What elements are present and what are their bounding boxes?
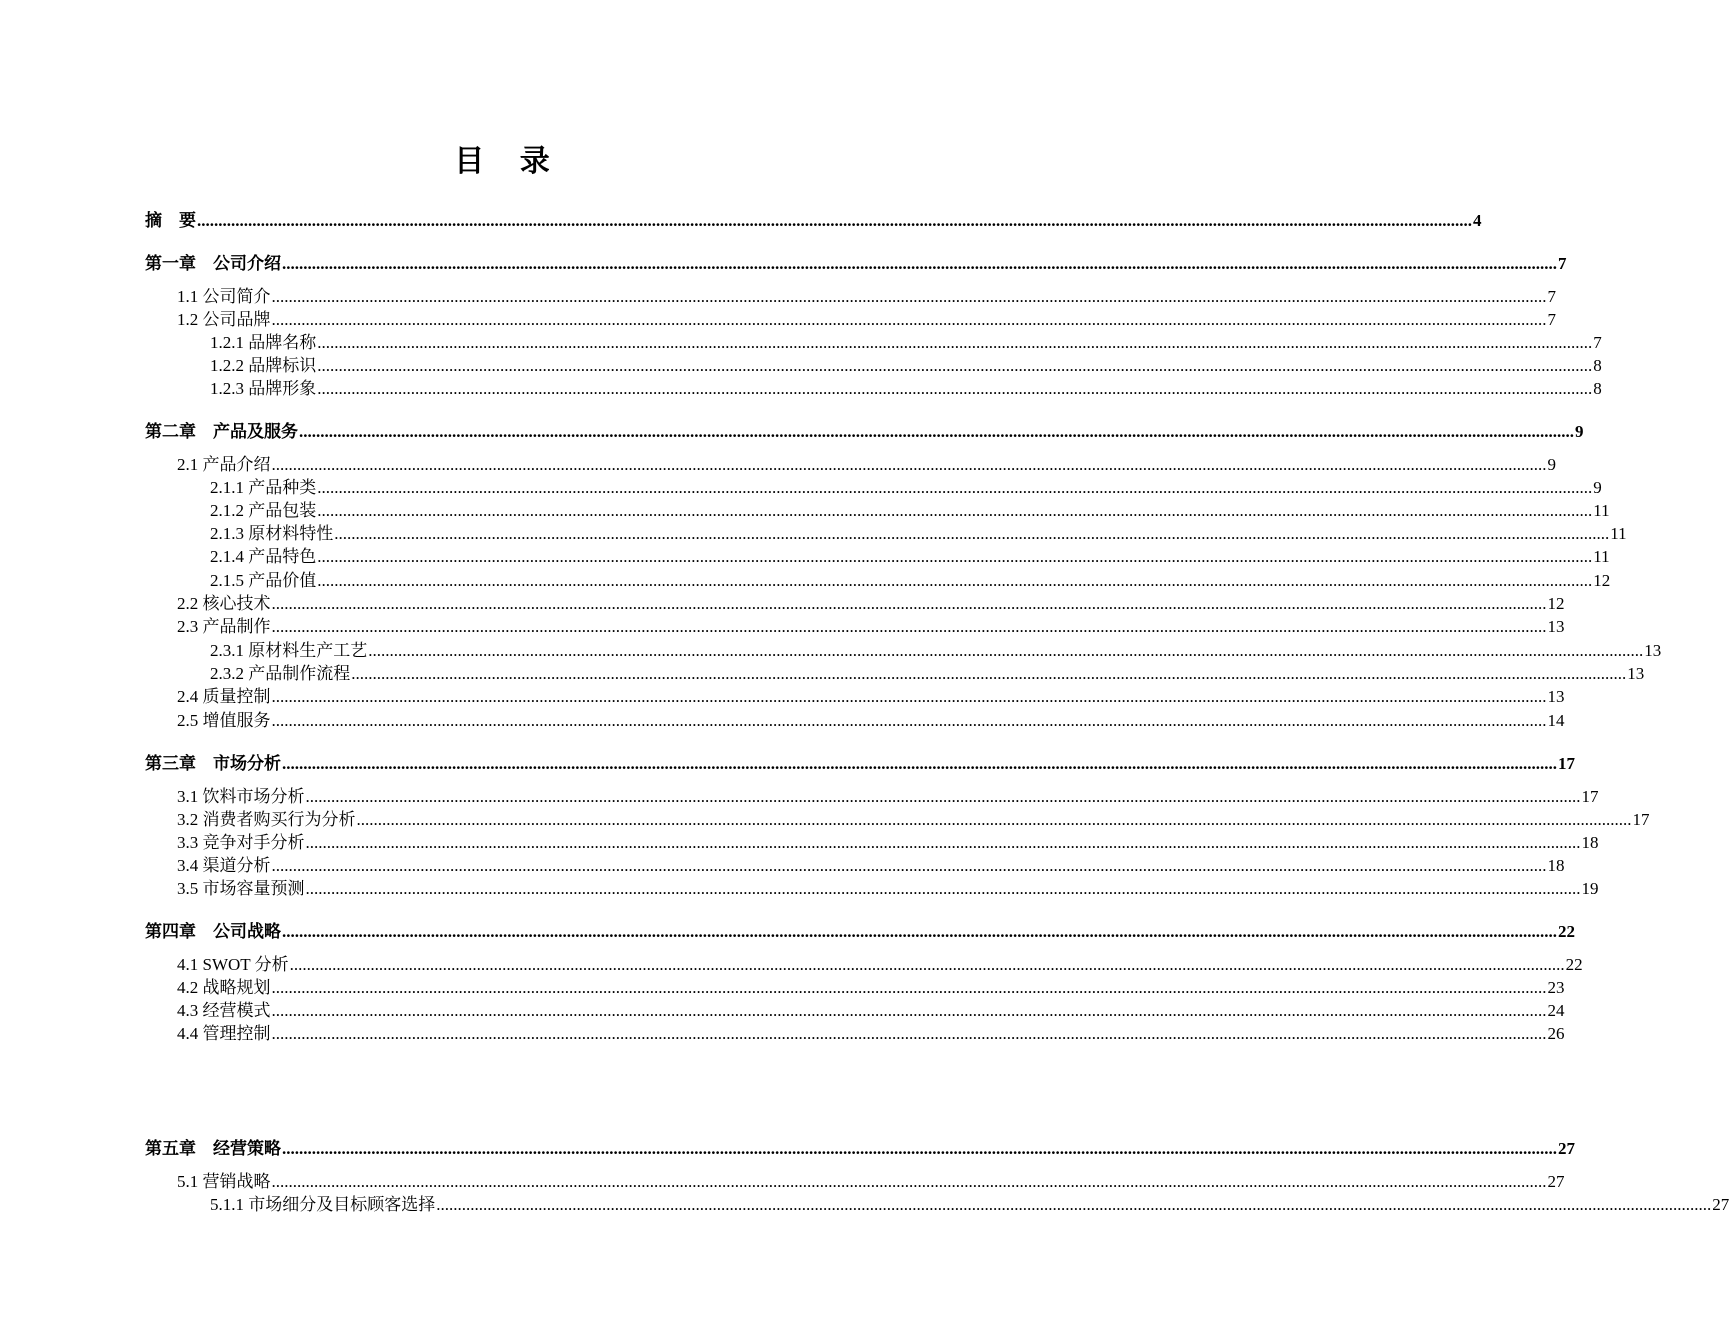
toc-page-number: 11 [1610, 524, 1627, 543]
toc-page-number: 27 [1547, 1172, 1565, 1191]
toc-leader-dots: ............................................................................................................................................................................................................................................................................................................ [271, 1024, 1547, 1043]
toc-leader-dots: ............................................................................................................................................................................................................................................................................................................ [317, 333, 1593, 352]
toc-section-entry[interactable] [177, 808, 1650, 831]
toc-page-number: 9 [1547, 455, 1556, 474]
toc-section-entry[interactable] [177, 685, 1565, 708]
toc-section-entry[interactable] [177, 709, 1565, 732]
toc-section-entry[interactable] [177, 831, 1599, 854]
toc-page-number: 24 [1547, 1001, 1565, 1020]
toc-page-number: 18 [1581, 833, 1599, 852]
toc-page-number: 23 [1547, 978, 1565, 997]
toc-leader-dots: ............................................................................................................................................................................................................................................................................................................ [271, 1001, 1547, 1020]
toc-section-entry[interactable] [210, 639, 1662, 662]
toc-section-entry[interactable] [177, 308, 1556, 331]
toc-section-entry[interactable] [210, 377, 1602, 400]
toc-leader-dots: ............................................................................................................................................................................................................................................................................................................ [271, 287, 1547, 306]
toc-entry-label: 3.4 渠道分析 [177, 856, 271, 875]
toc-leader-dots: ............................................................................................................................................................................................................................................................................................................ [317, 547, 1593, 566]
toc-page-number: 13 [1627, 664, 1645, 683]
toc-page-number: 7 [1547, 287, 1556, 306]
toc-entry-label: 4.1 SWOT 分析 [177, 955, 289, 974]
toc-leader-dots: ............................................................................................................................................................................................................................................................................................................ [271, 1172, 1547, 1191]
toc-entry-label: 5.1.1 市场细分及目标顾客选择 [210, 1195, 436, 1214]
toc-page-number: 12 [1593, 571, 1611, 590]
toc-leader-dots: ............................................................................................................................................................................................................................................................................................................ [317, 501, 1593, 520]
toc-leader-dots: ............................................................................................................................................................................................................................................................................................................ [271, 856, 1547, 875]
toc-entry-label: 5.1 营销战略 [177, 1172, 271, 1191]
toc-section-entry[interactable] [210, 354, 1602, 377]
toc-entry-label: 2.3.1 原材料生产工艺 [210, 641, 368, 660]
toc-leader-dots: ............................................................................................................................................................................................................................................................................................................ [282, 254, 1557, 273]
toc-leader-dots: ............................................................................................................................................................................................................................................................................................................ [351, 664, 1627, 683]
toc-section-entry[interactable] [177, 615, 1565, 638]
toc-entry-label: 3.3 竞争对手分析 [177, 833, 305, 852]
toc-section-entry[interactable] [177, 953, 1583, 976]
toc-page-number: 11 [1593, 501, 1610, 520]
toc-page-number: 13 [1547, 617, 1565, 636]
toc-page-number: 17 [1581, 787, 1599, 806]
toc-chapter-entry[interactable] [145, 752, 1575, 775]
toc-page-number: 7 [1547, 310, 1556, 329]
toc-leader-dots: ............................................................................................................................................................................................................................................................................................................ [282, 1139, 1557, 1158]
toc-page-number: 22 [1558, 922, 1575, 941]
toc-entry-label: 2.1.3 原材料特性 [210, 524, 334, 543]
page-title: 目 录 [454, 145, 564, 178]
toc-section-entry[interactable] [177, 976, 1565, 999]
toc-section-entry[interactable] [177, 999, 1565, 1022]
toc-page-number: 19 [1581, 879, 1599, 898]
toc-entry-label: 2.1.1 产品种类 [210, 478, 317, 497]
toc-leader-dots: ............................................................................................................................................................................................................................................................................................................ [289, 955, 1565, 974]
toc-leader-dots: ............................................................................................................................................................................................................................................................................................................ [305, 879, 1581, 898]
toc-entry-label: 4.4 管理控制 [177, 1024, 271, 1043]
toc-leader-dots: ............................................................................................................................................................................................................................................................................................................ [271, 617, 1547, 636]
toc-section-entry[interactable] [210, 476, 1602, 499]
toc-entry-label: 第三章 市场分析 [145, 754, 281, 773]
toc-chapter-entry[interactable] [145, 1137, 1575, 1160]
toc-leader-dots: ............................................................................................................................................................................................................................................................................................................ [334, 524, 1610, 543]
toc-leader-dots: ............................................................................................................................................................................................................................................................................................................ [368, 641, 1644, 660]
toc-entry-label: 3.2 消费者购买行为分析 [177, 810, 356, 829]
toc-page-number: 17 [1558, 754, 1575, 773]
toc-section-entry[interactable] [177, 854, 1565, 877]
toc-entry-label: 第五章 经营策略 [145, 1139, 281, 1158]
toc-section-entry[interactable] [210, 331, 1602, 354]
toc-page-number: 4 [1473, 211, 1482, 230]
toc-entry-label: 第四章 公司战略 [145, 922, 281, 941]
toc-page-number: 17 [1632, 810, 1650, 829]
toc-leader-dots: ............................................................................................................................................................................................................................................................................................................ [271, 711, 1547, 730]
toc-leader-dots: ............................................................................................................................................................................................................................................................................................................ [356, 810, 1632, 829]
toc-leader-dots: ............................................................................................................................................................................................................................................................................................................ [317, 571, 1593, 590]
toc-entry-label: 1.2.2 品牌标识 [210, 356, 317, 375]
toc-section-entry[interactable] [177, 592, 1565, 615]
toc-entry-label: 2.1.5 产品价值 [210, 571, 317, 590]
toc-page-number: 13 [1644, 641, 1662, 660]
toc-entry-label: 2.3.2 产品制作流程 [210, 664, 351, 683]
toc-leader-dots: ............................................................................................................................................................................................................................................................................................................ [317, 379, 1593, 398]
toc-section-entry[interactable] [210, 569, 1611, 592]
toc-entry-label: 2.1 产品介绍 [177, 455, 271, 474]
toc-leader-dots: ............................................................................................................................................................................................................................................................................................................ [305, 787, 1581, 806]
toc-entry-label: 2.4 质量控制 [177, 687, 271, 706]
toc-section-entry[interactable] [210, 545, 1610, 568]
toc-page-number: 26 [1547, 1024, 1565, 1043]
toc-chapter-entry[interactable] [145, 920, 1575, 943]
toc-page-number: 9 [1575, 422, 1584, 441]
toc-entry-label: 摘 要 [145, 211, 196, 230]
toc-entry-label: 2.3 产品制作 [177, 617, 271, 636]
toc-entry-label: 3.1 饮料市场分析 [177, 787, 305, 806]
toc-page-number: 8 [1593, 379, 1602, 398]
toc-section-entry[interactable] [210, 1193, 1729, 1216]
toc-section-entry[interactable] [177, 1022, 1565, 1045]
toc-section-entry[interactable] [177, 453, 1556, 476]
toc-chapter-entry[interactable] [145, 209, 1482, 232]
toc-leader-dots: ............................................................................................................................................................................................................................................................................................................ [271, 978, 1547, 997]
toc-page-number: 8 [1593, 356, 1602, 375]
toc-leader-dots: ............................................................................................................................................................................................................................................................................................................ [271, 310, 1547, 329]
toc-entry-label: 1.1 公司简介 [177, 287, 271, 306]
toc-leader-dots: ............................................................................................................................................................................................................................................................................................................ [197, 211, 1472, 230]
toc-section-entry[interactable] [177, 285, 1556, 308]
toc-leader-dots: ............................................................................................................................................................................................................................................................................................................ [282, 922, 1557, 941]
toc-leader-dots: ............................................................................................................................................................................................................................................................................................................ [299, 422, 1574, 441]
toc-page-number: 27 [1558, 1139, 1575, 1158]
toc-leader-dots: ............................................................................................................................................................................................................................................................................................................ [282, 754, 1557, 773]
toc-page-number: 12 [1547, 594, 1565, 613]
toc-chapter-entry[interactable] [145, 252, 1567, 275]
toc-entry-label: 1.2.3 品牌形象 [210, 379, 317, 398]
toc-entry-label: 第二章 产品及服务 [145, 422, 298, 441]
toc-page-number: 7 [1593, 333, 1602, 352]
toc-entry-label: 1.2.1 品牌名称 [210, 333, 317, 352]
toc-leader-dots: ............................................................................................................................................................................................................................................................................................................ [305, 833, 1581, 852]
toc-page-number: 22 [1565, 955, 1583, 974]
toc-section-entry[interactable] [177, 1170, 1565, 1193]
toc-chapter-entry[interactable] [145, 420, 1584, 443]
toc-leader-dots: ............................................................................................................................................................................................................................................................................................................ [317, 478, 1593, 497]
toc-entry-label: 2.1.2 产品包装 [210, 501, 317, 520]
toc-section-entry[interactable] [177, 877, 1599, 900]
toc-entry-label: 4.2 战略规划 [177, 978, 271, 997]
toc-entry-label: 2.2 核心技术 [177, 594, 271, 613]
toc-leader-dots: ............................................................................................................................................................................................................................................................................................................ [317, 356, 1593, 375]
toc-page-number: 18 [1547, 856, 1565, 875]
toc-leader-dots: ............................................................................................................................................................................................................................................................................................................ [271, 687, 1547, 706]
toc-entry-label: 2.1.4 产品特色 [210, 547, 317, 566]
toc-leader-dots: ............................................................................................................................................................................................................................................................................................................ [436, 1195, 1712, 1214]
toc-leader-dots: ............................................................................................................................................................................................................................................................................................................ [271, 455, 1547, 474]
toc-section-entry[interactable] [210, 662, 1645, 685]
toc-page-number: 11 [1593, 547, 1610, 566]
toc-entry-label: 第一章 公司介绍 [145, 254, 281, 273]
toc-entry-label: 3.5 市场容量预测 [177, 879, 305, 898]
toc-section-entry[interactable] [210, 522, 1627, 545]
toc-entry-label: 4.3 经营模式 [177, 1001, 271, 1020]
toc-page-number: 27 [1712, 1195, 1729, 1214]
toc-entry-label: 1.2 公司品牌 [177, 310, 271, 329]
toc-section-entry[interactable] [177, 785, 1599, 808]
toc-entry-label: 2.5 增值服务 [177, 711, 271, 730]
toc-section-entry[interactable] [210, 499, 1610, 522]
toc-page-number: 14 [1547, 711, 1565, 730]
toc-leader-dots: ............................................................................................................................................................................................................................................................................................................ [271, 594, 1547, 613]
toc-page-number: 7 [1558, 254, 1567, 273]
toc-page-number: 13 [1547, 687, 1565, 706]
toc-page-number: 9 [1593, 478, 1602, 497]
